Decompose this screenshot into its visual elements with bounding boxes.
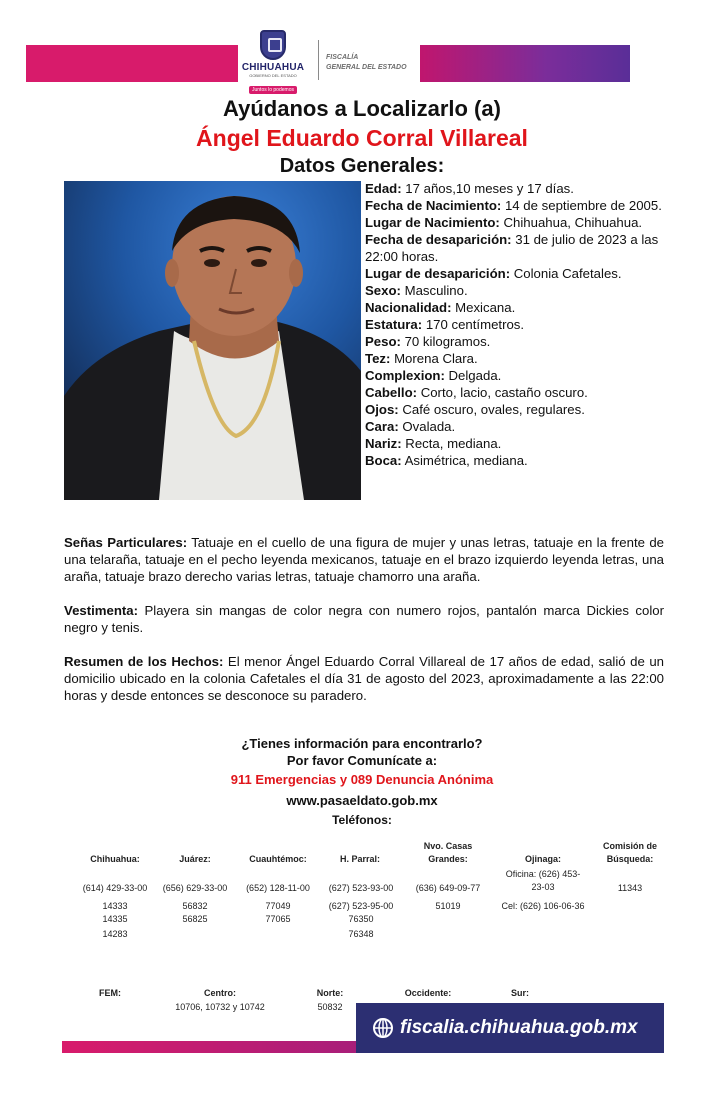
phone-header-comision-2: Búsqueda:	[606, 854, 654, 864]
detail-label: Cabello:	[365, 385, 418, 400]
phone-header-chihuahua: Chihuahua:	[90, 854, 140, 864]
contact-question: ¿Tienes información para encontrarlo?	[241, 736, 483, 751]
logo-name: CHIHUAHUA	[241, 62, 305, 73]
contact-instruction: Por favor Comunícate a:	[286, 753, 438, 768]
phone-header-cuauhtemoc: Cuauhtémoc:	[249, 854, 307, 864]
phone-parral-1: (627) 523-93-00	[328, 883, 394, 893]
person-name: Ángel Eduardo Corral Villareal	[196, 125, 528, 151]
website-link[interactable]: www.pasaeldato.gob.mx	[286, 793, 438, 808]
detail-value: Corto, lacio, castaño oscuro.	[417, 385, 588, 400]
fem-occidente-label: Occidente:	[404, 988, 452, 998]
detail-boca	[365, 452, 665, 469]
detail-label: Nacionalidad:	[365, 300, 452, 315]
agency-line-1: FISCALÍA	[326, 54, 359, 61]
senas-particulares	[64, 534, 664, 585]
detail-value: Recta, mediana.	[401, 436, 502, 451]
phone-ojinaga-oficina-2: 23-03	[531, 882, 555, 892]
phone-header-nvocasas-2: Grandes:	[428, 854, 468, 864]
phone-header-ojinaga: Ojinaga:	[524, 854, 561, 864]
detail-ojos	[365, 401, 665, 418]
fem-norte-label: Norte:	[316, 988, 344, 998]
vestimenta-text: Playera sin mangas de color negra con numero rojos, pantalón marca Dickies color negro y tenis.	[64, 603, 664, 635]
logo-sub: GOBIERNO DEL ESTADO	[249, 73, 297, 78]
person-photo	[64, 181, 361, 500]
details-list	[365, 180, 665, 469]
person-photo-illustration	[64, 181, 361, 500]
detail-value: Delgada.	[444, 368, 502, 383]
section-title: Datos Generales:	[279, 155, 445, 177]
phone-header-comision-1: Comisión de	[602, 841, 657, 851]
detail-lugar-desaparicion	[365, 265, 665, 282]
detail-label: Complexion:	[365, 368, 445, 383]
phone-chihuahua-1: (614) 429-33-00	[82, 883, 148, 893]
detail-value: Masculino.	[400, 283, 468, 298]
detail-label: Ojos:	[365, 402, 399, 417]
detail-value: 31 de julio de 2023 a las 22:00 horas.	[365, 232, 659, 264]
phone-ojinaga-oficina-1: Oficina: (626) 453-	[505, 869, 581, 879]
shield-icon	[260, 30, 286, 60]
phone-cuauhtemoc-1: (652) 128-11-00	[246, 883, 310, 893]
footer-bar	[62, 1041, 368, 1053]
detail-fecha-desaparicion	[365, 231, 665, 265]
phone-juarez-1: (656) 629-33-00	[162, 883, 228, 893]
phone-juarez-2: 56832	[182, 901, 208, 911]
detail-value: 14 de septiembre de 2005.	[501, 198, 662, 213]
detail-peso	[365, 333, 665, 350]
detail-tez	[365, 350, 665, 367]
detail-label: Fecha de Nacimiento:	[365, 198, 502, 213]
page-title: Ayúdanos a Localizarlo (a)	[223, 96, 501, 121]
phone-header-juarez: Juárez:	[179, 854, 211, 864]
phone-parral-3: 76350	[348, 914, 374, 924]
detail-value: 70 kilogramos.	[400, 334, 491, 349]
phone-comision-1: 11343	[617, 883, 643, 893]
detail-label: Lugar de Nacimiento:	[365, 215, 500, 230]
phone-header-parral: H. Parral:	[339, 854, 381, 864]
detail-label: Lugar de desaparición:	[365, 266, 511, 281]
fem-sur-label: Sur:	[511, 988, 529, 998]
detail-estatura	[365, 316, 665, 333]
detail-label: Peso:	[365, 334, 401, 349]
detail-value: Chihuahua, Chihuahua.	[499, 215, 643, 230]
phones-title: Teléfonos:	[332, 813, 392, 827]
senas-label: Señas Particulares:	[64, 535, 188, 550]
detail-label: Tez:	[365, 351, 391, 366]
detail-cabello	[365, 384, 665, 401]
detail-label: Edad:	[365, 181, 402, 196]
phone-header-nvocasas-1: Nvo. Casas	[423, 841, 473, 851]
phone-chihuahua-3: 14335	[102, 914, 128, 924]
phone-parral-2: (627) 523-95-00	[328, 901, 394, 911]
phone-chihuahua-2: 14333	[102, 901, 128, 911]
detail-value: Morena Clara.	[390, 351, 478, 366]
detail-value: Mexicana.	[451, 300, 516, 315]
fem-centro-ext: 10706, 10732 y 10742	[175, 1002, 265, 1012]
footer-url-text: fiscalia.chihuahua.gob.mx	[400, 1017, 638, 1038]
phone-cuauhtemoc-3: 77065	[265, 914, 291, 924]
detail-nariz	[365, 435, 665, 452]
detail-value: Asimétrica, mediana.	[401, 453, 528, 468]
resumen-hechos	[64, 653, 664, 704]
detail-value: Colonia Cafetales.	[510, 266, 622, 281]
vestimenta-label: Vestimenta:	[64, 603, 139, 618]
phone-parral-4: 76348	[348, 929, 374, 939]
detail-complexion	[365, 367, 665, 384]
detail-value: 17 años,10 meses y 17 días.	[401, 181, 574, 196]
emergency-numbers: 911 Emergencias y 089 Denuncia Anónima	[230, 772, 494, 787]
resumen-text: El menor Ángel Eduardo Corral Villareal de 17 años de edad, salió de un domicilio ubicado en la colonia Cafetales el día 31 de agosto del 2023, aproximadamente a las 22:00 horas y desde entonces se desconoce su paradero.	[64, 654, 664, 703]
resumen-label: Resumen de los Hechos:	[64, 654, 224, 669]
detail-lugar-nacimiento	[365, 214, 665, 231]
vestimenta	[64, 602, 664, 636]
footer-website[interactable]	[372, 1003, 638, 1053]
header-bar-left	[26, 45, 238, 82]
detail-label: Boca:	[365, 453, 402, 468]
detail-value: 170 centímetros.	[422, 317, 525, 332]
phone-cuauhtemoc-2: 77049	[265, 901, 291, 911]
detail-cara	[365, 418, 665, 435]
detail-nacionalidad	[365, 299, 665, 316]
phone-ojinaga-cel: Cel: (626) 106-06-36	[501, 901, 585, 911]
fem-norte-ext: 50832	[317, 1002, 343, 1012]
header-bar-right	[420, 45, 630, 82]
detail-label: Cara:	[365, 419, 399, 434]
header-divider	[318, 40, 319, 80]
phone-juarez-3: 56825	[182, 914, 208, 924]
phone-nvocasas-1: (636) 649-09-77	[415, 883, 481, 893]
phone-chihuahua-4: 14283	[102, 929, 128, 939]
detail-label: Sexo:	[365, 283, 401, 298]
detail-sexo	[365, 282, 665, 299]
detail-label: Fecha de desaparición:	[365, 232, 512, 247]
agency-name	[326, 53, 407, 73]
detail-label: Estatura:	[365, 317, 423, 332]
detail-edad	[365, 180, 665, 197]
detail-value: Ovalada.	[398, 419, 456, 434]
fem-label: FEM:	[99, 988, 121, 998]
logo-tag: Juntos lo podemos	[249, 86, 297, 94]
detail-value: Café oscuro, ovales, regulares.	[398, 402, 585, 417]
detail-fecha-nacimiento	[365, 197, 665, 214]
globe-icon	[372, 1017, 394, 1039]
detail-label: Nariz:	[365, 436, 402, 451]
phone-nvocasas-2: 51019	[435, 901, 461, 911]
chihuahua-logo	[236, 30, 310, 92]
senas-text: Tatuaje en el cuello de una figura de mujer y unas letras, tatuaje en la frente de una telaraña, tatuaje en el pecho leyenda mexicanos, tatuaje en el brazo izquierdo leyenda letras, una araña, tatuaje brazo derecho varias letras, tatuaje chamorro una araña.	[64, 535, 664, 584]
agency-line-2: GENERAL DEL ESTADO	[326, 64, 407, 71]
fem-centro-label: Centro:	[204, 988, 236, 998]
